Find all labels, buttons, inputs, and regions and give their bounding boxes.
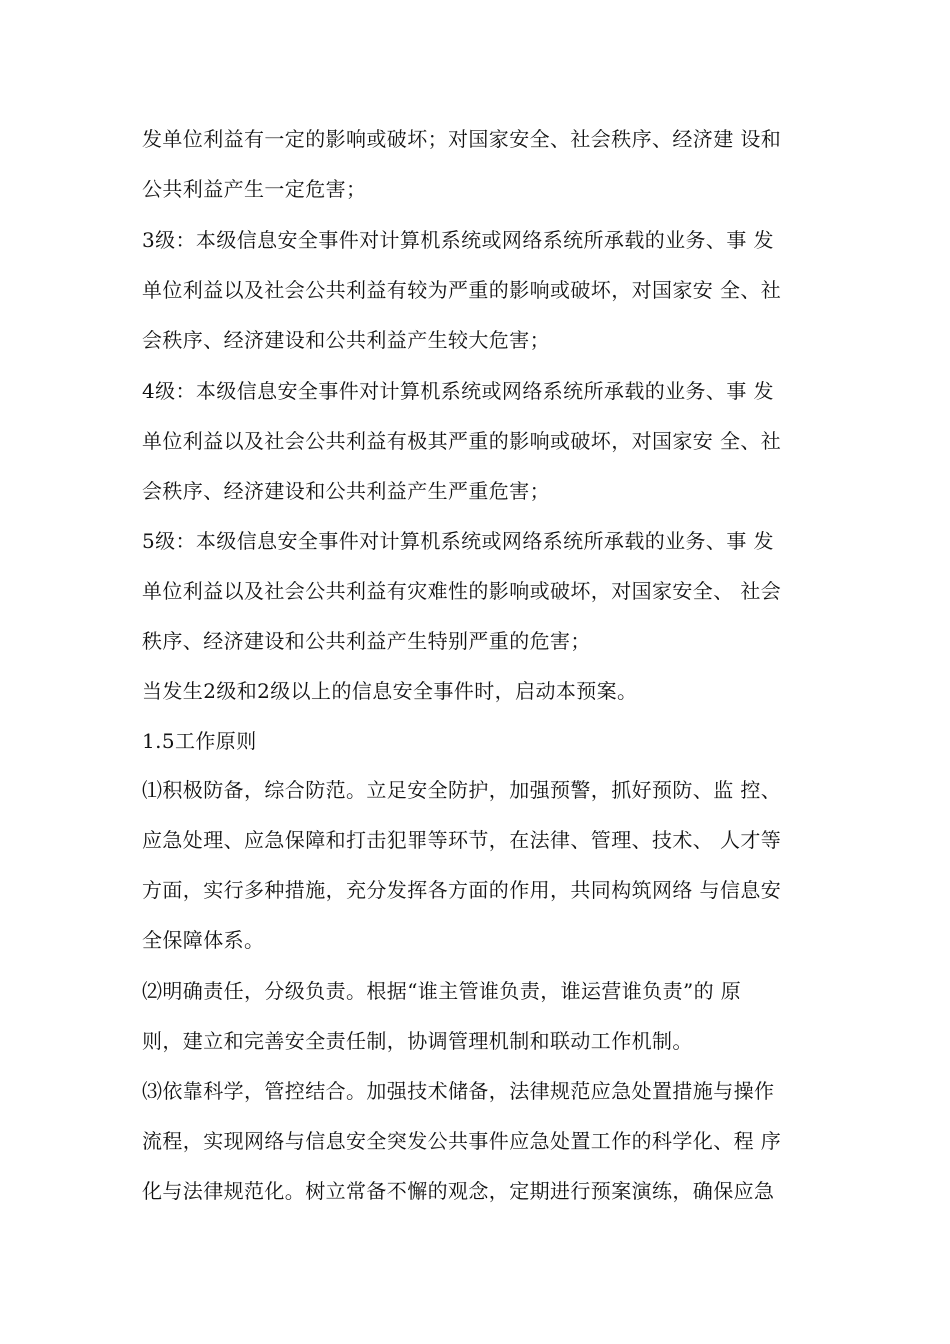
text-line: 应急处理、应急保障和打击犯罪等环节，在法律、管理、技术、 人才等 [142,828,782,852]
text-line: 会秩序、经济建设和公共利益产生较大危害； [142,328,550,352]
text-line: ⑶依靠科学，管控结合。加强技术储备，法律规范应急处置措施与操作 [142,1079,775,1103]
text-line: ⑴积极防备，综合防范。立足安全防护，加强预警，抓好预防、监 控、 [142,778,782,802]
text-line: 会秩序、经济建设和公共利益产生严重危害； [142,479,550,503]
text-line: 全保障体系。 [142,928,265,952]
text-line: 单位利益以及社会公共利益有极其严重的影响或破坏，对国家安 全、社 [142,429,782,453]
text-line: 则，建立和完善安全责任制，协调管理机制和联动工作机制。 [142,1029,693,1053]
text-line: 3级：本级信息安全事件对计算机系统或网络系统所承载的业务、事 发 [142,228,774,252]
section-heading: 1.5工作原则 [142,729,257,753]
text-line: 公共利益产生一定危害； [142,177,367,201]
text-line: ⑵明确责任，分级负责。根据“谁主管谁负责，谁运营谁负责”的 原 [142,979,742,1003]
text-line: 5级：本级信息安全事件对计算机系统或网络系统所承载的业务、事 发 [142,529,774,553]
text-line: 单位利益以及社会公共利益有较为严重的影响或破坏，对国家安 全、社 [142,278,782,302]
text-line: 当发生2级和2级以上的信息安全事件时，启动本预案。 [142,679,638,703]
text-line: 化与法律规范化。树立常备不懈的观念，定期进行预案演练，确保应急 [142,1179,775,1203]
text-line: 流程，实现网络与信息安全突发公共事件应急处置工作的科学化、程 序 [142,1129,782,1153]
text-line: 方面，实行多种措施，充分发挥各方面的作用，共同构筑网络 与信息安 [142,878,782,902]
text-line: 单位利益以及社会公共利益有灾难性的影响或破坏，对国家安全、 社会 [142,579,782,603]
text-line: 发单位利益有一定的影响或破坏；对国家安全、社会秩序、经济建 设和 [142,127,782,151]
text-line: 秩序、经济建设和公共利益产生特别严重的危害； [142,629,591,653]
text-line: 4级：本级信息安全事件对计算机系统或网络系统所承载的业务、事 发 [142,379,774,403]
